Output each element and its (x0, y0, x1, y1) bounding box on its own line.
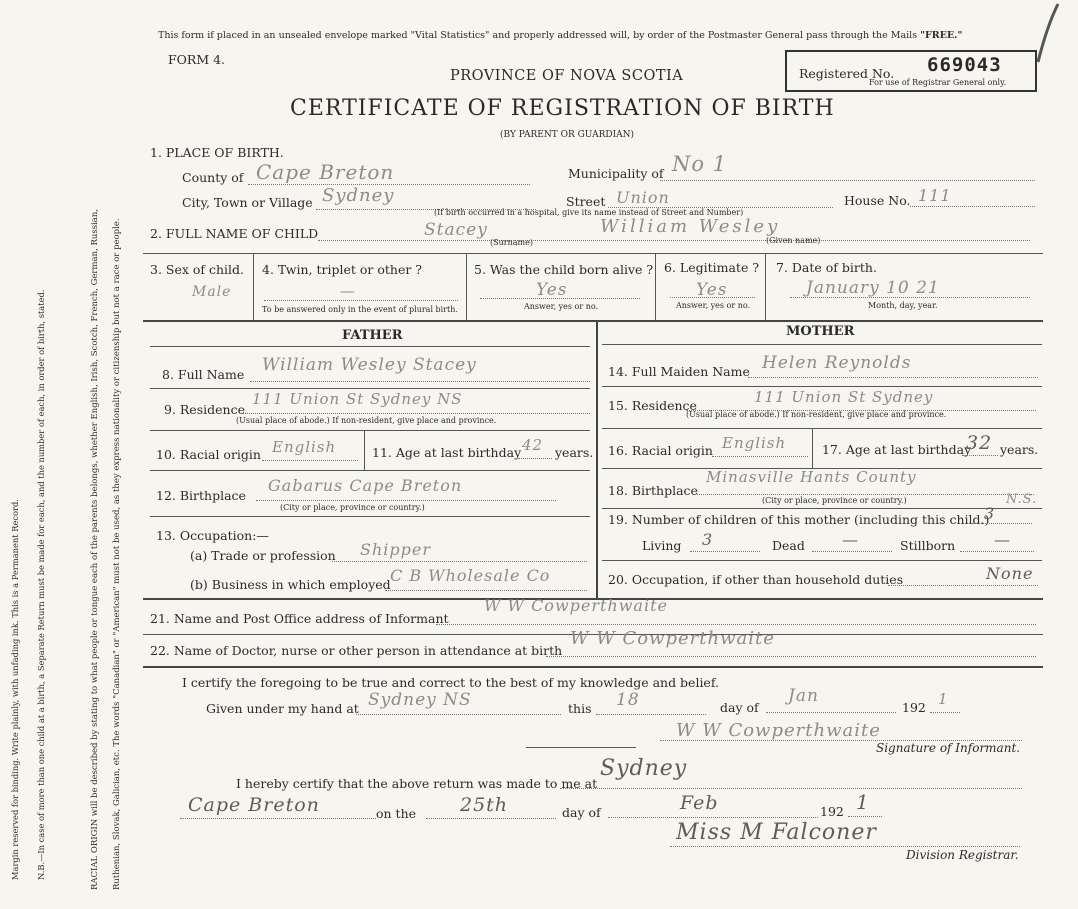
informant-signature-caption: Signature of Informant. (876, 741, 1021, 755)
given-caption: (Given name) (766, 236, 821, 245)
registered-note: For use of Registrar General only. (869, 78, 1007, 87)
place-of-birth-heading: 1. PLACE OF BIRTH. (150, 145, 284, 160)
mother-occupation-label: 20. Occupation, if other than household duties (608, 572, 904, 587)
mother-birthplace-label: 18. Birthplace (608, 483, 698, 498)
father-birthplace-value: Gabarus Cape Breton (268, 476, 463, 495)
registrar-day-value: 25th (460, 794, 509, 816)
dead-label: Dead (772, 538, 805, 553)
mother-name-value: Helen Reynolds (762, 353, 912, 373)
registrar-day-of: day of (562, 805, 601, 820)
margin-line-2: N.B.—In case of more than one child at a birth, a Separate Return must be made for each, and the number of each, in order of birth, stated. (36, 289, 46, 880)
legit-label: 6. Legitimate ? (664, 260, 760, 275)
mother-age-value: 32 (966, 432, 993, 454)
mother-years: years. (1000, 442, 1039, 457)
mother-birthplace-value-2: N.S. (1006, 492, 1038, 507)
dob-label: 7. Date of birth. (776, 260, 877, 275)
certify-line: I certify the foregoing to be true and correct to the best of my knowledge and belief. (182, 675, 719, 690)
registrar-year-label: 192 (820, 804, 844, 819)
registered-number: 669043 (927, 54, 1002, 76)
father-residence-note: (Usual place of abode.) If non-resident, give place and province. (236, 416, 497, 425)
father-business-label: (b) Business in which employed (190, 577, 391, 592)
registrar-signature: Miss M Falconer (676, 820, 877, 845)
sex-value: Male (192, 284, 232, 300)
stillborn-label: Stillborn (900, 538, 956, 553)
day-of-label: day of (720, 700, 759, 715)
pen-mark (1010, 0, 1070, 70)
house-value: 111 (918, 186, 952, 205)
mother-residence-note: (Usual place of abode.) If non-resident, give place and province. (686, 410, 947, 419)
postal-notice: This form if placed in an unsealed envelope marked "Vital Statistics" and properly addressed will, by order of the Postmaster General pass through the Mails "FREE." (158, 30, 963, 41)
given-year-value: 1 (938, 690, 949, 708)
mother-racial-value: English (722, 434, 787, 452)
mother-children-label: 19. Number of children of this mother (including this child.) (608, 512, 990, 527)
city-value: Sydney (322, 185, 395, 206)
margin-line-4: Ruthenian, Slovak, Galician, etc. The words "Canadian" or "American" must not be used, as they express nationality or citizenship but not a race or people. (112, 218, 122, 890)
father-name-value: William Wesley Stacey (262, 355, 477, 375)
mother-occupation-value: None (986, 564, 1034, 583)
registrar-month-value: Feb (680, 792, 719, 814)
given-label: Given under my hand at (206, 701, 359, 716)
registrar-line: I hereby certify that the above return was made to me at (236, 776, 598, 791)
dob-value: January 10 21 (806, 278, 940, 298)
given-place-value: Sydney NS (368, 690, 472, 710)
doctor-label: 22. Name of Doctor, nurse or other person in attendance at birth (150, 643, 563, 658)
father-racial-label: 10. Racial origin (156, 447, 261, 462)
alive-note: Answer, yes or no. (524, 302, 599, 311)
father-business-value: C B Wholesale Co (390, 566, 551, 585)
informant-label: 21. Name and Post Office address of Informant (150, 611, 449, 626)
given-year-label: 192 (902, 700, 926, 715)
registered-label: Registered No. (799, 66, 895, 81)
province-heading: PROVINCE OF NOVA SCOTIA (450, 68, 684, 84)
margin-line-1: Margin reserved for binding. Write plainly, with unfading ink. This is a Permanent Record. (10, 499, 20, 880)
father-name-label: 8. Full Name (162, 367, 245, 382)
page-subtitle: (BY PARENT OR GUARDIAN) (500, 130, 635, 140)
registrar-county-value: Cape Breton (188, 794, 320, 816)
father-trade-label: (a) Trade or profession (190, 548, 336, 563)
stillborn-value: — (994, 530, 1011, 549)
twin-label: 4. Twin, triplet or other ? (262, 262, 422, 277)
legit-note: Answer, yes or no. (676, 301, 751, 310)
form-number: FORM 4. (168, 52, 226, 67)
hospital-note: (If birth occurred in a hospital, give its name instead of Street and Number) (434, 208, 744, 217)
dead-value: — (842, 530, 859, 549)
surname-caption: (Surname) (490, 238, 533, 247)
county-label: County of (182, 170, 244, 185)
mother-name-label: 14. Full Maiden Name (608, 364, 750, 379)
informant-value: W W Cowperthwaite (484, 596, 668, 615)
father-age-value: 42 (522, 436, 544, 454)
this-value: 18 (616, 690, 640, 710)
registrar-caption: Division Registrar. (906, 848, 1019, 862)
twin-value: — (340, 282, 356, 300)
street-value: Union (616, 188, 670, 207)
municipality-label: Municipality of (568, 166, 664, 181)
mother-children-value: 3 (984, 504, 996, 523)
mother-age-label: 17. Age at last birthday (822, 442, 972, 457)
living-label: Living (642, 538, 682, 553)
page-title: CERTIFICATE OF REGISTRATION OF BIRTH (290, 96, 835, 121)
father-residence-label: 9. Residence (164, 402, 245, 417)
father-racial-value: English (272, 438, 337, 456)
registrar-year-value: 1 (856, 790, 870, 814)
sex-label: 3. Sex of child. (150, 262, 245, 277)
street-label: Street (566, 194, 606, 209)
mother-racial-label: 16. Racial origin (608, 443, 713, 458)
mother-residence-value: 111 Union St Sydney (754, 388, 934, 406)
father-occupation-label: 13. Occupation:— (156, 528, 269, 543)
postal-free: "FREE." (920, 30, 963, 41)
registered-box (785, 50, 1037, 92)
mother-residence-label: 15. Residence (608, 398, 697, 413)
living-value: 3 (702, 530, 714, 549)
mother-birthplace-note: (City or place, province or country.) (762, 496, 907, 505)
child-given-value: William Wesley (600, 216, 781, 237)
mother-birthplace-value: Minasville Hants County (706, 468, 917, 486)
child-name-label: 2. FULL NAME OF CHILD (150, 226, 319, 241)
dob-note: Month, day, year. (868, 301, 938, 310)
child-surname-value: Stacey (424, 220, 488, 240)
father-age-label: 11. Age at last birthday (372, 445, 522, 460)
city-label: City, Town or Village (182, 195, 313, 210)
father-years: years. (555, 445, 594, 460)
father-birthplace-note: (City or place, province or country.) (280, 503, 425, 512)
registrar-place-value: Sydney (600, 756, 688, 781)
informant-signature: W W Cowperthwaite (676, 720, 881, 741)
municipality-value: No 1 (672, 152, 728, 176)
father-trade-value: Shipper (360, 540, 431, 559)
registrar-on-the: on the (376, 806, 417, 821)
twin-note: To be answered only in the event of plural birth. (262, 305, 458, 314)
father-residence-value: 111 Union St Sydney NS (252, 390, 463, 408)
day-of-value: Jan (788, 686, 819, 706)
doctor-value: W W Cowperthwaite (570, 628, 775, 649)
margin-notes (4, 10, 132, 890)
father-birthplace-label: 12. Birthplace (156, 488, 246, 503)
county-value: Cape Breton (256, 160, 395, 184)
alive-label: 5. Was the child born alive ? (474, 262, 654, 277)
father-heading: FATHER (342, 328, 403, 343)
margin-line-3: RACIAL ORIGIN will be described by stating to what people or tongue each of the parents belongs, whether English, Irish, Scotch, French, German, Russian, (90, 208, 100, 890)
mother-heading: MOTHER (786, 324, 855, 339)
alive-value: Yes (536, 280, 568, 300)
house-label: House No. (844, 193, 911, 208)
this-label: this (568, 701, 592, 716)
legit-value: Yes (696, 280, 728, 300)
